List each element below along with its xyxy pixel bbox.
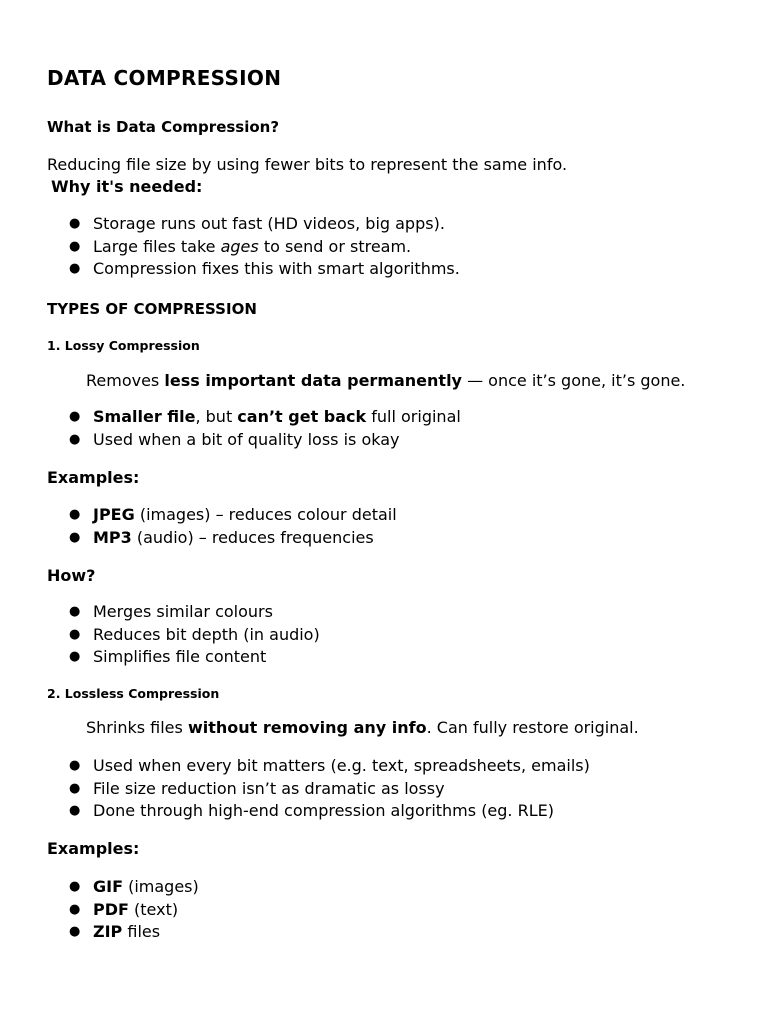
how-list (47, 601, 320, 669)
list-item: ● GIF (images) (47, 876, 199, 899)
lossless-list (47, 755, 590, 823)
how-heading: How? (47, 566, 96, 585)
list-item: ● Merges similar colours (47, 601, 320, 624)
lossy-examples-list (47, 504, 397, 549)
bullet-icon: ● (69, 879, 81, 894)
list-item: ● Used when a bit of quality loss is okay (47, 429, 461, 452)
list-item: ● ZIP files (47, 921, 199, 944)
bullet-icon: ● (69, 758, 81, 773)
list-item: ● JPEG (images) – reduces colour detail (47, 504, 397, 527)
bullet-icon: ● (69, 216, 81, 231)
list-item: ● Storage runs out fast (HD videos, big apps). (47, 213, 460, 236)
list-item: ● Reduces bit depth (in audio) (47, 624, 320, 647)
bullet-icon: ● (69, 924, 81, 939)
bullet-icon: ● (69, 529, 81, 545)
bullet-icon: ● (69, 604, 81, 619)
list-item: ● File size reduction isn’t as dramatic as lossy (47, 778, 590, 801)
why-list (47, 213, 460, 281)
bullet-icon: ● (69, 238, 81, 254)
what-heading: What is Data Compression? (47, 118, 280, 136)
lossy-description: Removes less important data permanently — once it’s gone, it’s gone. (86, 371, 686, 390)
list-item: ● Done through high-end compression algorithms (eg. RLE) (47, 800, 590, 823)
page-title: DATA COMPRESSION (47, 66, 282, 90)
list-item: ● PDF (text) (47, 899, 199, 922)
bullet-icon: ● (69, 507, 81, 522)
bullet-icon: ● (69, 803, 81, 818)
lossless-examples-heading: Examples: (47, 839, 140, 858)
lossy-heading: 1. Lossy Compression (47, 338, 200, 353)
list-item: ● Smaller file, but can’t get back full original (47, 406, 461, 429)
definition-text: Reducing file size by using fewer bits to represent the same info. (47, 155, 568, 174)
list-item: ● Simplifies file content (47, 646, 320, 669)
bullet-icon: ● (69, 780, 81, 796)
lossless-examples-list (47, 876, 199, 944)
bullet-icon: ● (69, 409, 81, 424)
list-item: ● Used when every bit matters (e.g. text, spreadsheets, emails) (47, 755, 590, 778)
bullet-icon: ● (69, 649, 81, 664)
bullet-icon: ● (69, 261, 81, 276)
lossless-heading: 2. Lossless Compression (47, 686, 220, 701)
why-heading: Why it's needed: (51, 177, 203, 196)
list-item: ● MP3 (audio) – reduces frequencies (47, 527, 397, 550)
bullet-icon: ● (69, 626, 81, 642)
bullet-icon: ● (69, 431, 81, 447)
lossless-description: Shrinks files without removing any info. Can fully restore original. (86, 718, 639, 737)
list-item: ● Large files take ages to send or stream. (47, 236, 460, 259)
list-item: ● Compression fixes this with smart algorithms. (47, 258, 460, 281)
bullet-icon: ● (69, 901, 81, 917)
types-heading: TYPES OF COMPRESSION (47, 300, 257, 318)
lossy-list (47, 406, 461, 451)
lossy-examples-heading: Examples: (47, 468, 140, 487)
